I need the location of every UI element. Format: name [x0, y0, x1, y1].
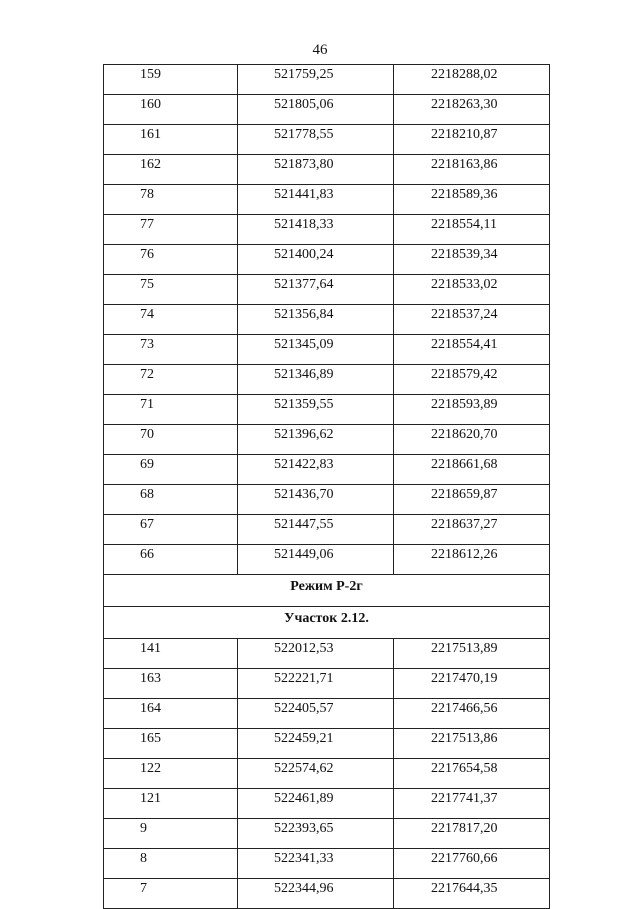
- x-coordinate-cell: 521400,24: [238, 245, 394, 275]
- table-row: [104, 155, 550, 185]
- y-coordinate-cell: 2218554,11: [394, 215, 550, 245]
- x-coordinate-cell: 521418,33: [238, 215, 394, 245]
- coordinates-table: [103, 64, 550, 909]
- x-coordinate-cell: 521759,25: [238, 65, 394, 95]
- table-row: [104, 125, 550, 155]
- point-number-cell: 165: [104, 729, 238, 759]
- y-coordinate-cell: 2218163,86: [394, 155, 550, 185]
- y-coordinate-cell: 2218593,89: [394, 395, 550, 425]
- table-row: [104, 879, 550, 909]
- y-coordinate-cell: 2218661,68: [394, 455, 550, 485]
- y-coordinate-cell: 2218533,02: [394, 275, 550, 305]
- y-coordinate-cell: 2218612,26: [394, 545, 550, 575]
- point-number-cell: 70: [104, 425, 238, 455]
- x-coordinate-cell: 522574,62: [238, 759, 394, 789]
- table-row: [104, 729, 550, 759]
- section-heading: Участок 2.12.: [104, 607, 550, 639]
- table-row: [104, 699, 550, 729]
- mode-heading-row: [104, 575, 550, 607]
- table-row: [104, 185, 550, 215]
- y-coordinate-cell: 2218554,41: [394, 335, 550, 365]
- x-coordinate-cell: 522012,53: [238, 639, 394, 669]
- table-row: [104, 819, 550, 849]
- x-coordinate-cell: 522393,65: [238, 819, 394, 849]
- x-coordinate-cell: 521346,89: [238, 365, 394, 395]
- mode-heading: Режим Р-2г: [104, 575, 550, 607]
- point-number-cell: 159: [104, 65, 238, 95]
- page-number: 46: [312, 42, 328, 58]
- x-coordinate-cell: 521447,55: [238, 515, 394, 545]
- table-row: [104, 95, 550, 125]
- table-row: [104, 275, 550, 305]
- y-coordinate-cell: 2218579,42: [394, 365, 550, 395]
- y-coordinate-cell: 2218659,87: [394, 485, 550, 515]
- x-coordinate-cell: 521873,80: [238, 155, 394, 185]
- point-number-cell: 68: [104, 485, 238, 515]
- x-coordinate-cell: 521345,09: [238, 335, 394, 365]
- point-number-cell: 69: [104, 455, 238, 485]
- y-coordinate-cell: 2218537,24: [394, 305, 550, 335]
- x-coordinate-cell: 521441,83: [238, 185, 394, 215]
- table-row: [104, 395, 550, 425]
- x-coordinate-cell: 521396,62: [238, 425, 394, 455]
- y-coordinate-cell: 2218637,27: [394, 515, 550, 545]
- point-number-cell: 9: [104, 819, 238, 849]
- table-row: [104, 305, 550, 335]
- point-number-cell: 67: [104, 515, 238, 545]
- x-coordinate-cell: 521359,55: [238, 395, 394, 425]
- table-row: [104, 335, 550, 365]
- table-row: [104, 849, 550, 879]
- point-number-cell: 73: [104, 335, 238, 365]
- table-row: [104, 245, 550, 275]
- table-row: [104, 455, 550, 485]
- table-row: [104, 485, 550, 515]
- table-row: [104, 365, 550, 395]
- x-coordinate-cell: 522405,57: [238, 699, 394, 729]
- y-coordinate-cell: 2217654,58: [394, 759, 550, 789]
- y-coordinate-cell: 2218288,02: [394, 65, 550, 95]
- y-coordinate-cell: 2217741,37: [394, 789, 550, 819]
- x-coordinate-cell: 522341,33: [238, 849, 394, 879]
- x-coordinate-cell: 521436,70: [238, 485, 394, 515]
- point-number-cell: 162: [104, 155, 238, 185]
- section-heading-row: [104, 607, 550, 639]
- y-coordinate-cell: 2218539,34: [394, 245, 550, 275]
- x-coordinate-cell: 521449,06: [238, 545, 394, 575]
- x-coordinate-cell: 521805,06: [238, 95, 394, 125]
- x-coordinate-cell: 521778,55: [238, 125, 394, 155]
- y-coordinate-cell: 2217644,35: [394, 879, 550, 909]
- point-number-cell: 77: [104, 215, 238, 245]
- point-number-cell: 72: [104, 365, 238, 395]
- y-coordinate-cell: 2218620,70: [394, 425, 550, 455]
- x-coordinate-cell: 522461,89: [238, 789, 394, 819]
- coordinates-table-body: [104, 65, 550, 909]
- x-coordinate-cell: 521356,84: [238, 305, 394, 335]
- table-row: [104, 759, 550, 789]
- y-coordinate-cell: 2217760,66: [394, 849, 550, 879]
- point-number-cell: 71: [104, 395, 238, 425]
- y-coordinate-cell: 2217466,56: [394, 699, 550, 729]
- y-coordinate-cell: 2217513,86: [394, 729, 550, 759]
- y-coordinate-cell: 2218263,30: [394, 95, 550, 125]
- x-coordinate-cell: 521422,83: [238, 455, 394, 485]
- point-number-cell: 163: [104, 669, 238, 699]
- table-row: [104, 545, 550, 575]
- y-coordinate-cell: 2217470,19: [394, 669, 550, 699]
- point-number-cell: 75: [104, 275, 238, 305]
- point-number-cell: 160: [104, 95, 238, 125]
- point-number-cell: 74: [104, 305, 238, 335]
- y-coordinate-cell: 2218589,36: [394, 185, 550, 215]
- table-row: [104, 639, 550, 669]
- table-row: [104, 789, 550, 819]
- x-coordinate-cell: 522344,96: [238, 879, 394, 909]
- table-row: [104, 215, 550, 245]
- table-row: [104, 425, 550, 455]
- y-coordinate-cell: 2217817,20: [394, 819, 550, 849]
- point-number-cell: 7: [104, 879, 238, 909]
- point-number-cell: 8: [104, 849, 238, 879]
- point-number-cell: 161: [104, 125, 238, 155]
- table-row: [104, 515, 550, 545]
- x-coordinate-cell: 522221,71: [238, 669, 394, 699]
- point-number-cell: 78: [104, 185, 238, 215]
- point-number-cell: 122: [104, 759, 238, 789]
- point-number-cell: 121: [104, 789, 238, 819]
- point-number-cell: 164: [104, 699, 238, 729]
- y-coordinate-cell: 2218210,87: [394, 125, 550, 155]
- point-number-cell: 66: [104, 545, 238, 575]
- point-number-cell: 141: [104, 639, 238, 669]
- table-row: [104, 669, 550, 699]
- point-number-cell: 76: [104, 245, 238, 275]
- table-row: [104, 65, 550, 95]
- x-coordinate-cell: 521377,64: [238, 275, 394, 305]
- y-coordinate-cell: 2217513,89: [394, 639, 550, 669]
- x-coordinate-cell: 522459,21: [238, 729, 394, 759]
